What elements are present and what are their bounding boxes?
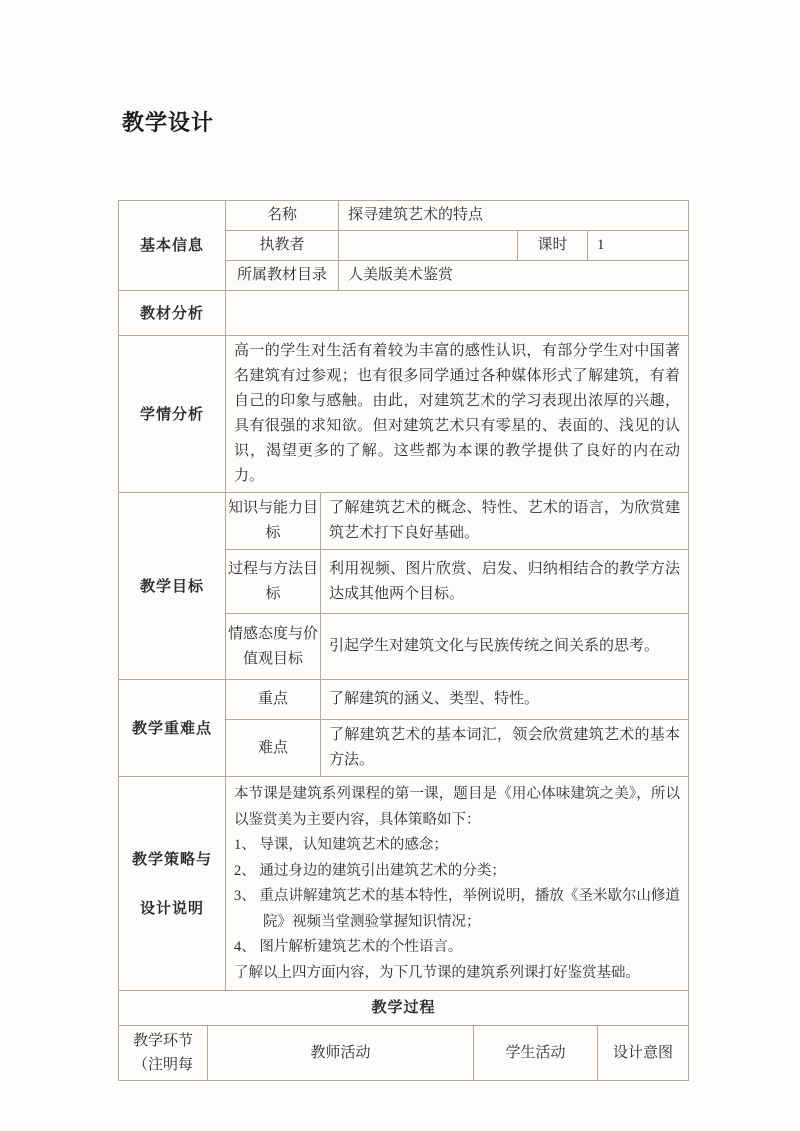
objective-content: 了解建筑艺术的概念、特性、艺术的语言，为欣赏建筑艺术打下良好基础。	[321, 493, 689, 550]
strategy-intro: 本节课是建筑系列课程的第一课，题目是《用心体味建筑之美》，所以以鉴赏美为主要内容，具体策略如下：	[234, 786, 681, 828]
objective-content: 引起学生对建筑文化与民族传统之间关系的思考。	[321, 614, 689, 680]
table-row	[119, 991, 689, 1026]
table-row	[119, 493, 689, 550]
process-header-stage-line1: 教学环节	[132, 1033, 193, 1049]
learner-analysis-content: 高一的学生对生活有着较为丰富的感性认识，有部分学生对中国著名建筑有过参观；也有很多同学通过各种媒体形式了解建筑，有着自己的印象与感触。由此，对建筑艺术的学习表现出浓厚的兴趣，具有很强的求知欲。但对建筑艺术只有零星的、表面的、浅见的认识，渴望更多的了解。这些都为本课的教学提供了良好的内在动力。	[226, 336, 689, 493]
process-title: 教学过程	[119, 991, 689, 1026]
objective-content: 利用视频、图片欣赏、启发、归纳相结合的教学方法达成其他两个目标。	[321, 550, 689, 614]
process-header-intent: 设计意图	[598, 1026, 689, 1081]
objective-name: 过程与方法目标	[226, 550, 321, 614]
period-label: 课时	[518, 231, 588, 261]
teacher-value	[339, 231, 518, 261]
textbook-value: 人美版美术鉴赏	[339, 261, 689, 291]
keypoint-content: 了解建筑艺术的基本词汇，领会欣赏建筑艺术的基本方法。	[321, 720, 689, 777]
name-value: 探寻建筑艺术的特点	[339, 201, 689, 231]
table-row	[119, 201, 689, 231]
strategy-item: 3、 重点讲解建筑艺术的基本特性，举例说明，播放《圣米歇尔山修道院》视频当堂测验掌握知识情况；	[234, 888, 680, 930]
teaching-design-table	[118, 200, 689, 1081]
table-row	[119, 680, 689, 720]
keypoint-name: 重点	[226, 680, 321, 720]
strategy-content	[226, 777, 689, 991]
objective-name: 情感态度与价值观目标	[226, 614, 321, 680]
teacher-label: 执教者	[226, 231, 339, 261]
strategy-item: 1、 导课，认知建筑艺术的感念；	[234, 837, 448, 853]
keypoint-name: 难点	[226, 720, 321, 777]
textbook-label: 所属教材目录	[226, 261, 339, 291]
learner-analysis-label: 学情分析	[119, 336, 226, 493]
keypoint-content: 了解建筑的涵义、类型、特性。	[321, 680, 689, 720]
textbook-analysis-label: 教材分析	[119, 291, 226, 336]
basic-info-label: 基本信息	[119, 201, 226, 291]
objectives-label: 教学目标	[119, 493, 226, 680]
textbook-analysis-content	[226, 291, 689, 336]
strategy-label-line1: 教学策略与	[132, 850, 213, 868]
process-header-stage	[119, 1026, 208, 1081]
strategy-item: 2、 通过身边的建筑引出建筑艺术的分类；	[234, 862, 506, 879]
key-points-label: 教学重难点	[119, 680, 226, 777]
name-label: 名称	[226, 201, 339, 231]
period-value: 1	[588, 231, 689, 261]
table-row	[119, 1026, 689, 1081]
table-row	[119, 336, 689, 493]
strategy-outro: 了解以上四方面内容，为下几节课的建筑系列课打好鉴赏基础。	[234, 964, 641, 981]
process-header-stage-line2: （注明每	[132, 1057, 193, 1073]
objective-name: 知识与能力目标	[226, 493, 321, 550]
strategy-label-line2: 设计说明	[140, 899, 205, 917]
strategy-item: 4、 图片解析建筑艺术的个性语言。	[234, 939, 463, 955]
process-header-student: 学生活动	[474, 1026, 598, 1081]
table-row	[119, 777, 689, 991]
table-row	[119, 291, 689, 336]
page-title: 教学设计	[122, 110, 215, 135]
process-header-teacher: 教师活动	[208, 1026, 474, 1081]
strategy-label	[119, 777, 226, 991]
